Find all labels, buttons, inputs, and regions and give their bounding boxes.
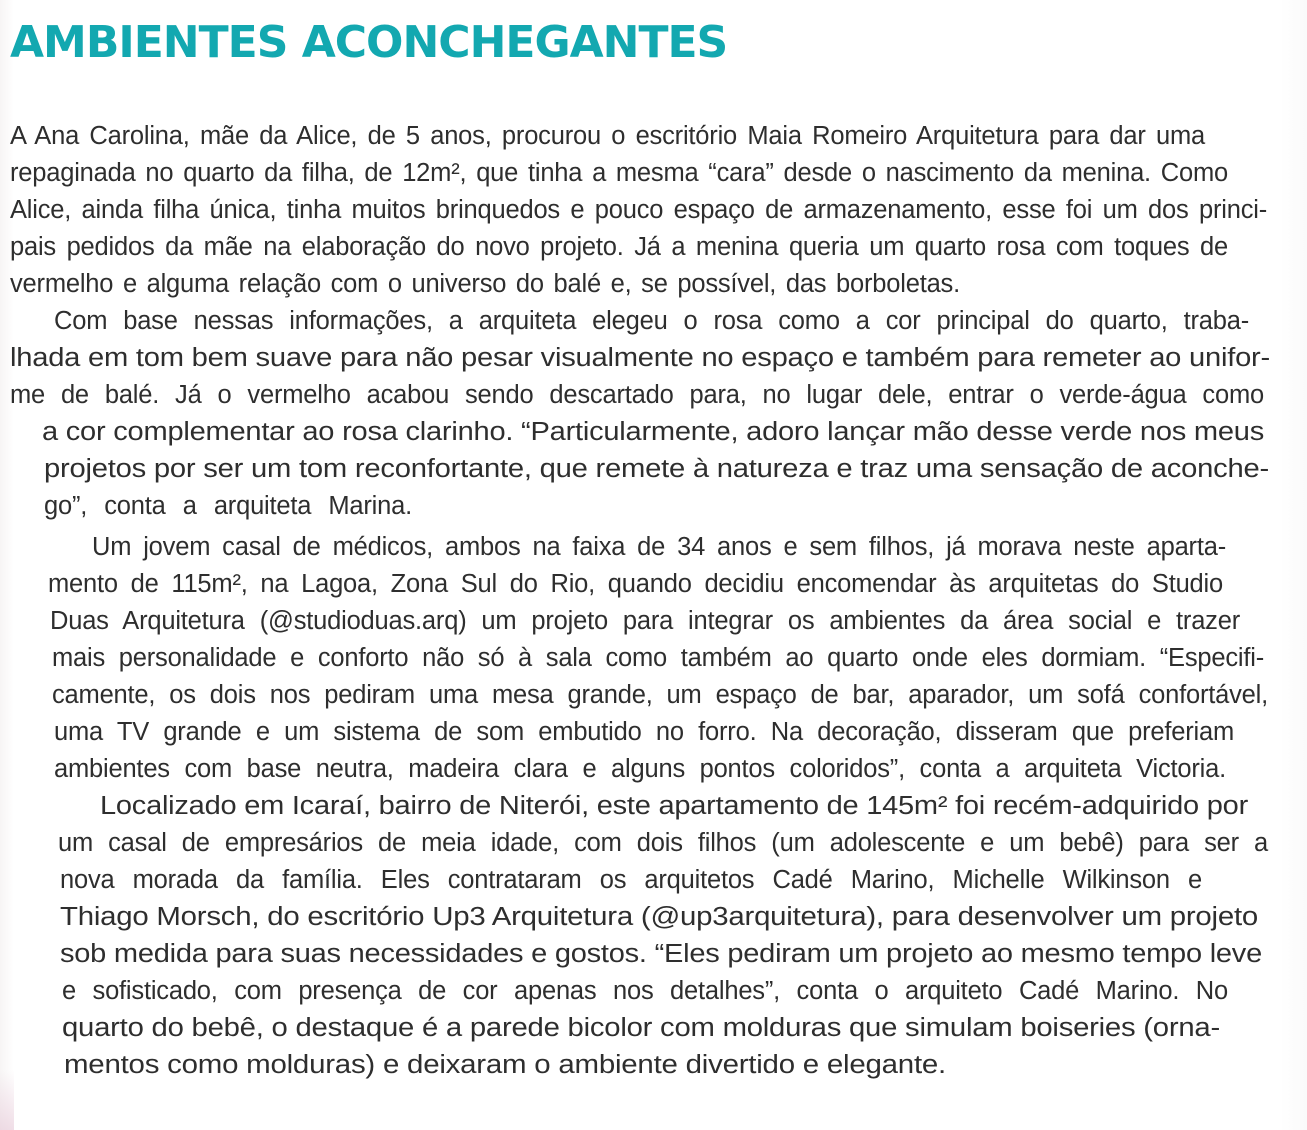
text-line: sob medida para suas necessidades e gostos. “Eles pediram um projeto ao mesmo tempo leve [60,940,1262,968]
text-line: Um jovem casal de médicos, ambos na faixa de 34 anos e sem filhos, já morava neste aparta- [92,533,1226,561]
text-line: ambientes com base neutra, madeira clara e alguns pontos coloridos”, conta a arquiteta Victoria. [54,755,1226,783]
text-line: mentos como molduras) e deixaram o ambiente divertido e elegante. [64,1051,947,1079]
text-line: um casal de empresários de meia idade, com dois filhos (um adolescente e um bebê) para ser a [58,829,1268,857]
text-line: projetos por ser um tom reconfortante, que remete à natureza e traz uma sensação de aconche- [44,455,1269,483]
text-line: pais pedidos da mãe na elaboração do novo projeto. Já a menina queria um quarto rosa com toques de [10,233,1228,261]
text-line: vermelho e alguma relação com o universo do balé e, se possível, das borboletas. [10,270,960,298]
text-line: Alice, ainda filha única, tinha muitos brinquedos e pouco espaço de armazenamento, esse foi um dos princi- [10,196,1267,224]
text-line: me de balé. Já o vermelho acabou sendo descartado para, no lugar dele, entrar o verde-água como [10,381,1264,409]
text-line: Duas Arquitetura (@studioduas.arq) um projeto para integrar os ambientes da área social e trazer [50,607,1240,635]
text-line: e sofisticado, com presença de cor apenas nos detalhes”, conta o arquiteto Cadé Marino. No [62,977,1228,1005]
text-line: camente, os dois nos pediram uma mesa grande, um espaço de bar, aparador, um sofá confortável, [52,681,1268,709]
text-line: uma TV grande e um sistema de som embutido no forro. Na decoração, disseram que preferiam [54,718,1234,746]
text-line: mais personalidade e conforto não só à sala como também ao quarto onde eles dormiam. “Especifi- [52,644,1264,672]
text-line: a cor complementar ao rosa clarinho. “Particularmente, adoro lançar mão desse verde nos meus [42,418,1264,446]
text-line: A Ana Carolina, mãe da Alice, de 5 anos, procurou o escritório Maia Romeiro Arquitetura para dar uma [10,122,1205,150]
text-line: Thiago Morsch, do escritório Up3 Arquitetura (@up3arquitetura), para desenvolver um projeto [60,903,1258,931]
text-line: nova morada da família. Eles contrataram os arquitetos Cadé Marino, Michelle Wilkinson e [60,866,1202,894]
text-line: go”, conta a arquiteta Marina. [44,492,412,520]
page-edge-shadow [0,1070,14,1130]
text-line: repaginada no quarto da filha, de 12m², que tinha a mesma “cara” desde o nascimento da menina. Como [10,159,1228,187]
text-line: lhada em tom bem suave para não pesar visualmente no espaço e também para remeter ao unifor- [10,344,1270,372]
text-line: mento de 115m², na Lagoa, Zona Sul do Rio, quando decidiu encomendar às arquitetas do Studio [48,570,1223,598]
text-line: Com base nessas informações, a arquiteta elegeu o rosa como a cor principal do quarto, traba- [54,307,1249,335]
text-line: quarto do bebê, o destaque é a parede bicolor com molduras que simulam boiseries (orna- [62,1014,1220,1042]
article-heading: AMBIENTES ACONCHEGANTES [10,17,728,68]
text-line: Localizado em Icaraí, bairro de Niterói, este apartamento de 145m² foi recém-adquirido por [100,792,1248,820]
